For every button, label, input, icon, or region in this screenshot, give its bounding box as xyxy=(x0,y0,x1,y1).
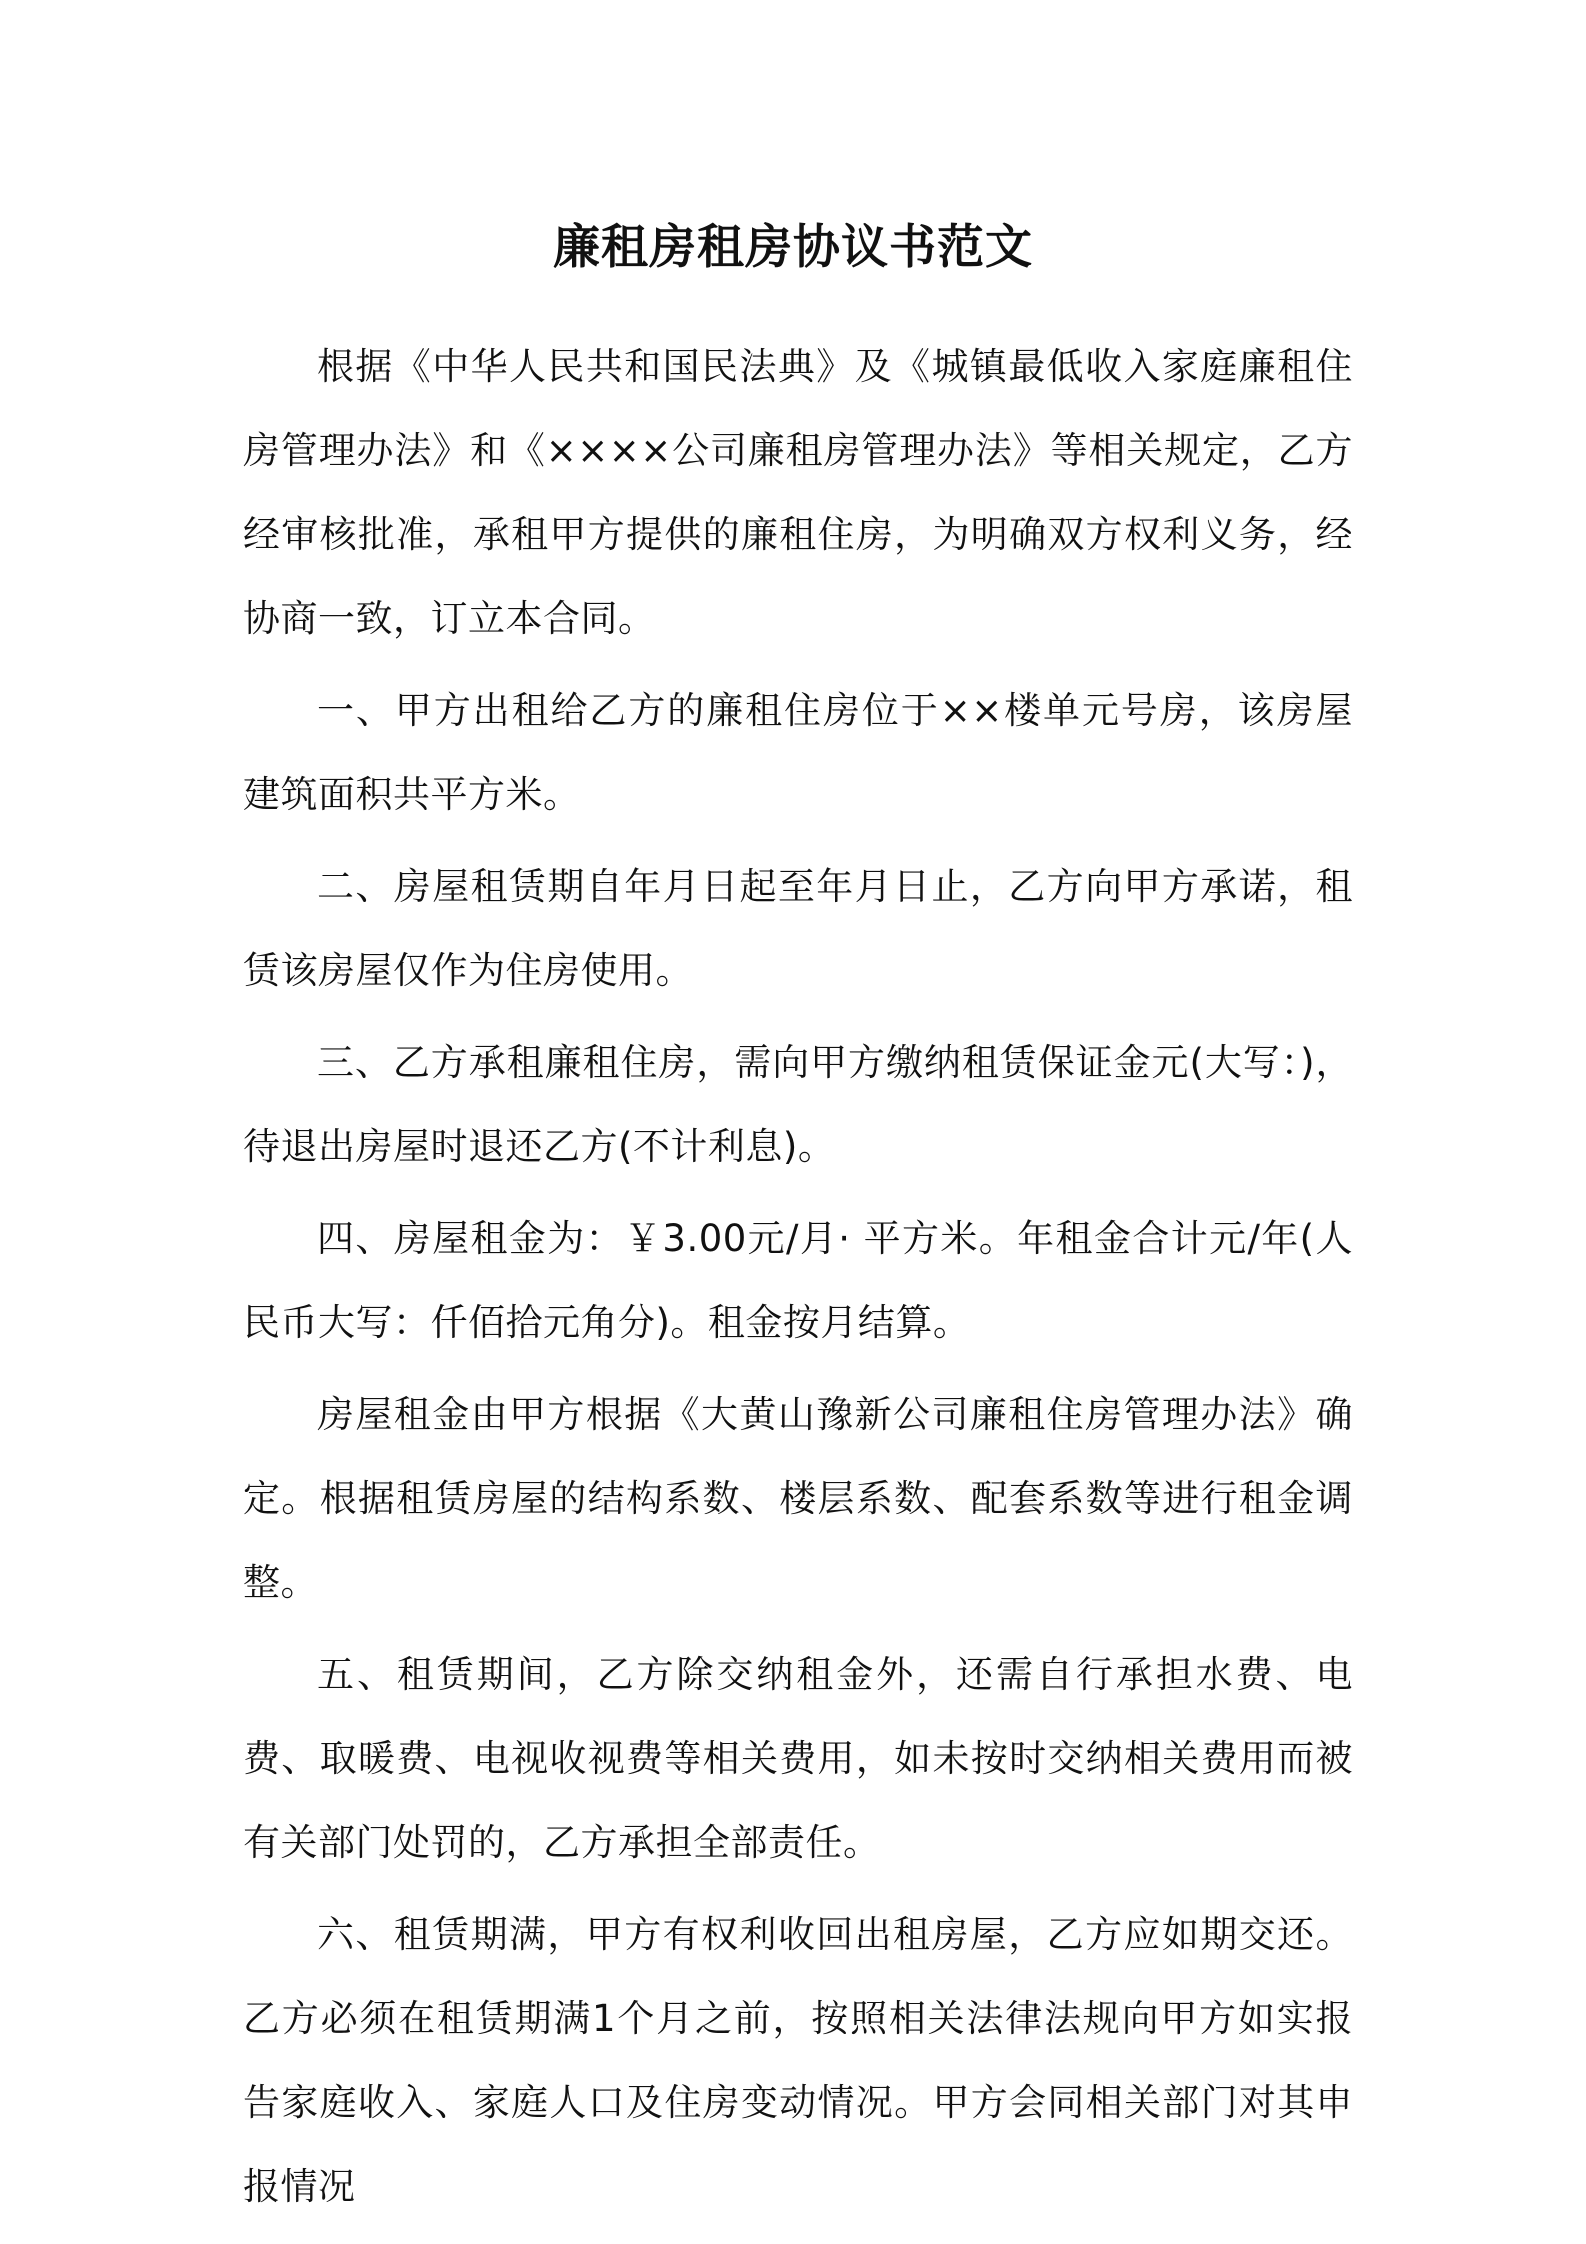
paragraph-clause-3: 三、乙方承租廉租住房，需向甲方缴纳租赁保证金元(大写：)，待退出房屋时退还乙方(不计利息)。 xyxy=(243,1041,1353,1168)
paragraph-rent-adjustment: 房屋租金由甲方根据《大黄山豫新公司廉租住房管理办法》确定。根据租赁房屋的结构系数、楼层系数、配套系数等进行租金调整。 xyxy=(243,1393,1353,1604)
document-title: 廉租房租房协议书范文 xyxy=(553,220,1033,275)
paragraph-preamble: 根据《中华人民共和国民法典》及《城镇最低收入家庭廉租住房管理办法》和《××××公司廉租房管理办法》等相关规定，乙方经审核批准，承租甲方提供的廉租住房，为明确双方权利义务，经协商一致，订立本合同。 xyxy=(243,345,1353,640)
paragraph-clause-5: 五、租赁期间，乙方除交纳租金外，还需自行承担水费、电费、取暖费、电视收视费等相关费用，如未按时交纳相关费用而被有关部门处罚的，乙方承担全部责任。 xyxy=(243,1653,1353,1864)
paragraph-clause-1: 一、甲方出租给乙方的廉租住房位于××楼单元号房，该房屋建筑面积共平方米。 xyxy=(243,689,1353,816)
paragraph-clause-6: 六、租赁期满，甲方有权利收回出租房屋，乙方应如期交还。乙方必须在租赁期满1个月之前，按照相关法律法规向甲方如实报告家庭收入、家庭人口及住房变动情况。甲方会同相关部门对其申报情况 xyxy=(243,1913,1353,2208)
paragraph-clause-2: 二、房屋租赁期自年月日起至年月日止，乙方向甲方承诺，租赁该房屋仅作为住房使用。 xyxy=(243,865,1353,992)
document-body xyxy=(243,325,1353,2237)
paragraph-clause-4: 四、房屋租金为：￥3.00元/月· 平方米。年租金合计元/年(人民币大写：仟佰拾元角分)。租金按月结算。 xyxy=(243,1217,1353,1344)
